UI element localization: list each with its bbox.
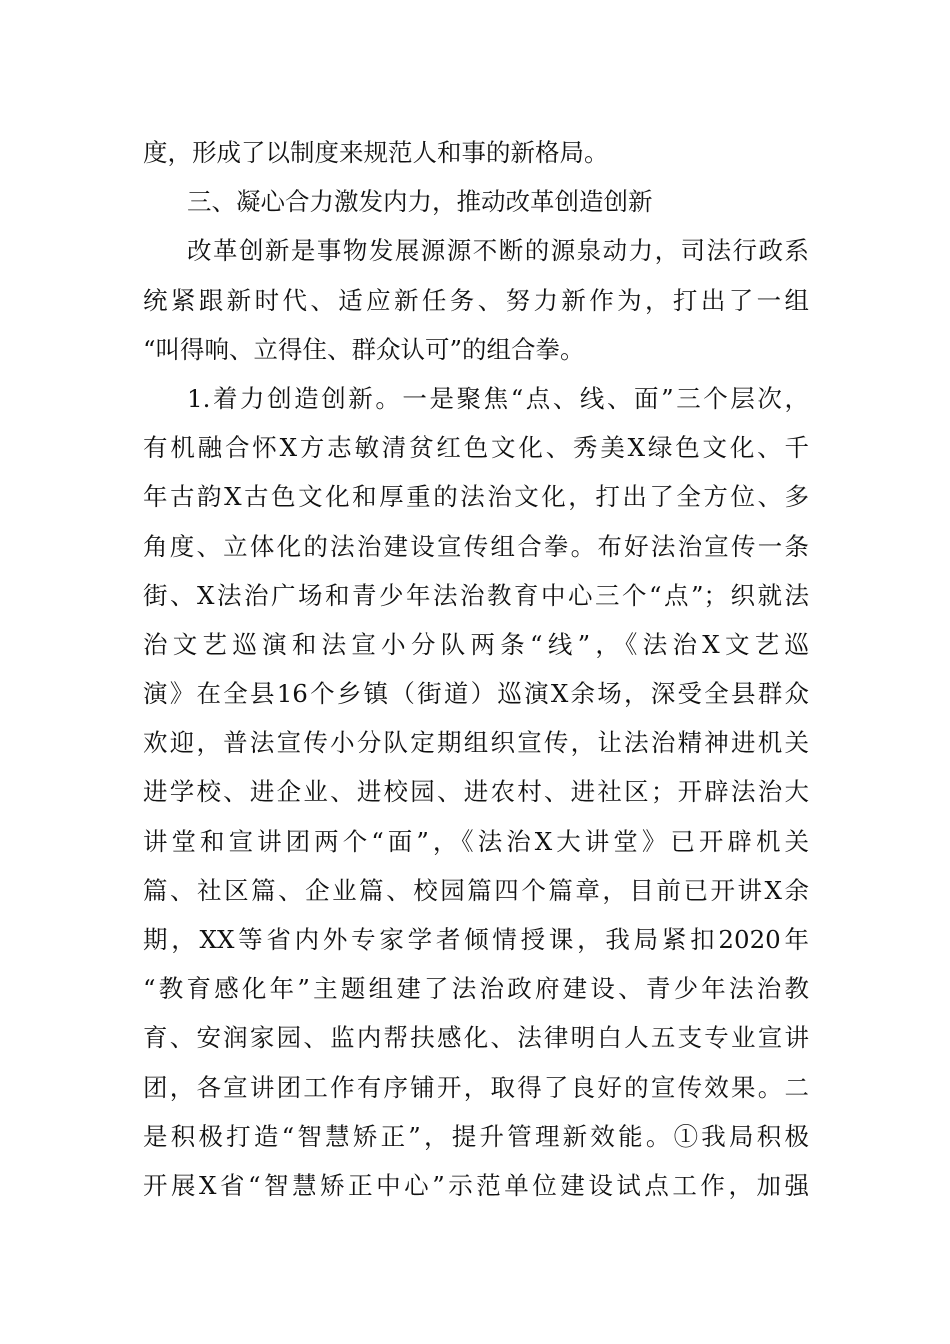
paragraph-line: 欢迎，普法宣传小分队定期组织宣传，让法治精神进机关 <box>143 728 809 758</box>
paragraph-line: 演》在全县16个乡镇（街道）巡演X余场，深受全县群众 <box>143 679 809 709</box>
paragraph-line: 育、安润家园、监内帮扶感化、法律明白人五支专业宣讲 <box>143 1023 809 1053</box>
paragraph-line: 进学校、进企业、进校园、进农村、进社区；开辟法治大 <box>143 777 809 807</box>
paragraph-line: “叫得响、立得住、群众认可”的组合拳。 <box>143 334 585 364</box>
paragraph-line: 期，XX等省内外专家学者倾情授课，我局紧扣2020年 <box>143 925 809 954</box>
paragraph-line: 年古韵X古色文化和厚重的法治文化，打出了全方位、多 <box>143 482 809 512</box>
paragraph-line: 改革创新是事物发展源源不断的源泉动力，司法行政系 <box>187 236 809 266</box>
paragraph-line: 团，各宣讲团工作有序铺开，取得了良好的宣传效果。二 <box>143 1072 809 1102</box>
paragraph-line: 统紧跟新时代、适应新任务、努力新作为，打出了一组 <box>143 285 809 315</box>
paragraph-line: 治文艺巡演和法宣小分队两条“线”，《法治X文艺巡 <box>143 629 809 659</box>
paragraph-line: “教育感化年”主题组建了法治政府建设、青少年法治教 <box>143 974 809 1004</box>
paragraph-line: 度，形成了以制度来规范人和事的新格局。 <box>143 138 609 167</box>
paragraph-line: 篇、社区篇、企业篇、校园篇四个篇章，目前已开讲X余 <box>143 875 809 905</box>
section-heading: 三、凝心合力激发内力，推动改革创造创新 <box>187 187 653 217</box>
paragraph-line: 是积极打造“智慧矫正”，提升管理新效能。①我局积极 <box>143 1121 809 1151</box>
document-body <box>143 128 809 1210</box>
paragraph-line: 有机融合怀X方志敏清贫红色文化、秀美X绿色文化、千 <box>143 433 809 463</box>
paragraph-line: 角度、立体化的法治建设宣传组合拳。布好法治宣传一条 <box>143 531 809 561</box>
paragraph-line: 街、X法治广场和青少年法治教育中心三个“点”；织就法 <box>143 580 809 610</box>
paragraph-line: 开展X省“智慧矫正中心”示范单位建设试点工作，加强 <box>143 1170 809 1200</box>
paragraph-line: 讲堂和宣讲团两个“面”，《法治X大讲堂》已开辟机关 <box>143 826 809 856</box>
paragraph-line: 1.着力创造创新。一是聚焦“点、线、面”三个层次， <box>187 383 809 413</box>
